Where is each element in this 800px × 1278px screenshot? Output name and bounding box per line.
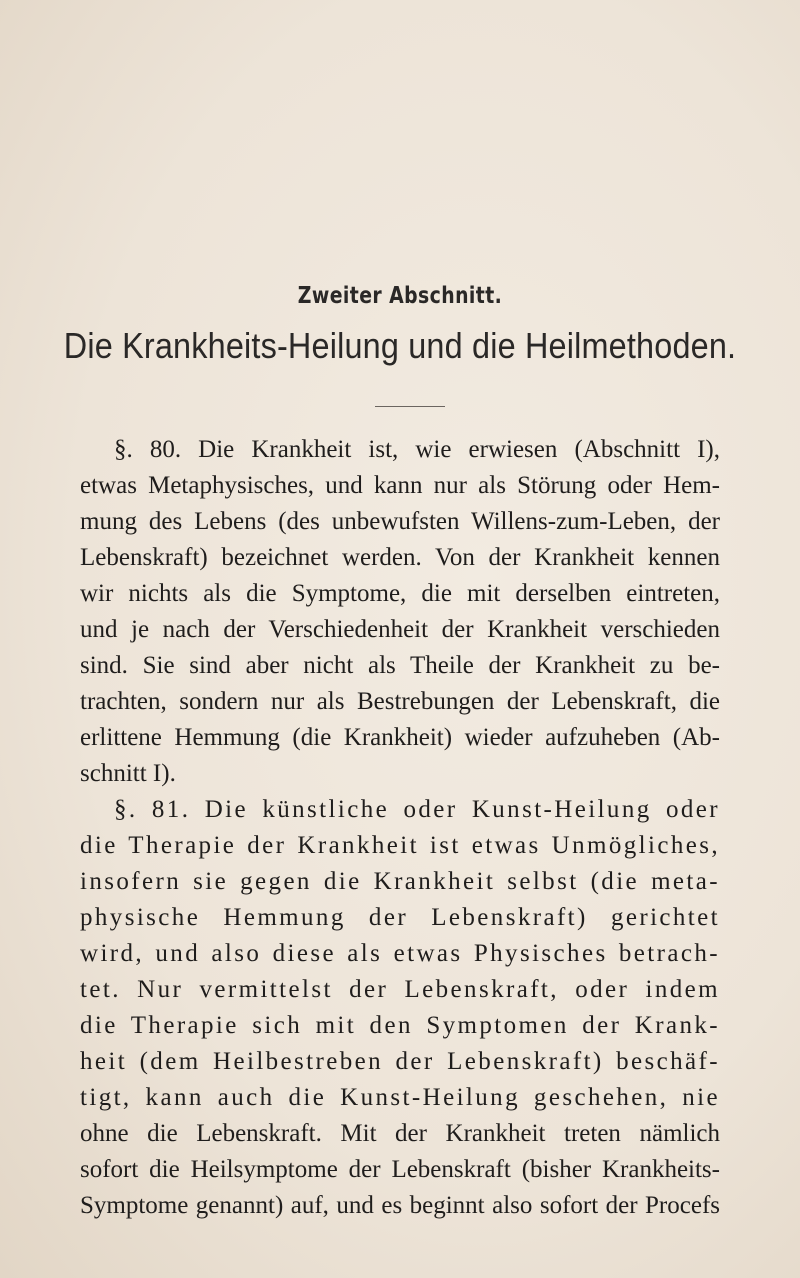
text-line: die Therapie der Krankheit ist etwas Unmögliches,: [80, 832, 720, 859]
text-line: die Therapie sich mit den Symptomen der Krank-: [80, 1012, 720, 1039]
chapter-title: Die Krankheits-Heilung und die Heilmethoden.: [63, 325, 737, 366]
title-divider: [375, 406, 445, 407]
text-line: sofort die Heilsymptome der Lebenskraft (bisher Krankheits-: [80, 1156, 720, 1183]
text-line: und je nach der Verschiedenheit der Krankheit verschieden: [80, 616, 720, 643]
text-line: schnitt I).: [80, 760, 176, 787]
text-line: mung des Lebens (des unbewufsten Willens-zum-Leben, der: [80, 508, 720, 535]
text-line: erlittene Hemmung (die Krankheit) wieder aufzuheben (Ab-: [80, 724, 720, 751]
text-line: trachten, sondern nur als Bestrebungen der Lebenskraft, die: [80, 688, 720, 715]
section-label: Zweiter Abschnitt.: [297, 283, 503, 309]
text-line: §. 81. Die künstliche oder Kunst-Heilung oder: [114, 796, 720, 823]
body-text: [80, 432, 720, 1224]
text-line: tet. Nur vermittelst der Lebenskraft, oder indem: [80, 976, 720, 1003]
text-line: insofern sie gegen die Krankheit selbst (die meta-: [80, 868, 720, 895]
text-line: wir nichts als die Symptome, die mit derselben eintreten,: [80, 580, 720, 607]
text-line: heit (dem Heilbestreben der Lebenskraft) beschäf-: [80, 1048, 720, 1075]
text-line: Lebenskraft) bezeichnet werden. Von der Krankheit kennen: [80, 544, 720, 571]
text-line: §. 80. Die Krankheit ist, wie erwiesen (Abschnitt I),: [114, 436, 720, 463]
text-line: ohne die Lebenskraft. Mit der Krankheit treten nämlich: [80, 1120, 720, 1147]
text-line: wird, und also diese als etwas Physisches betrach-: [80, 940, 720, 967]
text-line: physische Hemmung der Lebenskraft) gerichtet: [80, 904, 720, 931]
text-line: tigt, kann auch die Kunst-Heilung geschehen, nie: [80, 1084, 720, 1111]
text-line: Symptome genannt) auf, und es beginnt also sofort der Procefs: [80, 1192, 720, 1219]
text-line: sind. Sie sind aber nicht als Theile der Krankheit zu be-: [80, 652, 720, 679]
text-line: etwas Metaphysisches, und kann nur als Störung oder Hem-: [80, 472, 720, 499]
